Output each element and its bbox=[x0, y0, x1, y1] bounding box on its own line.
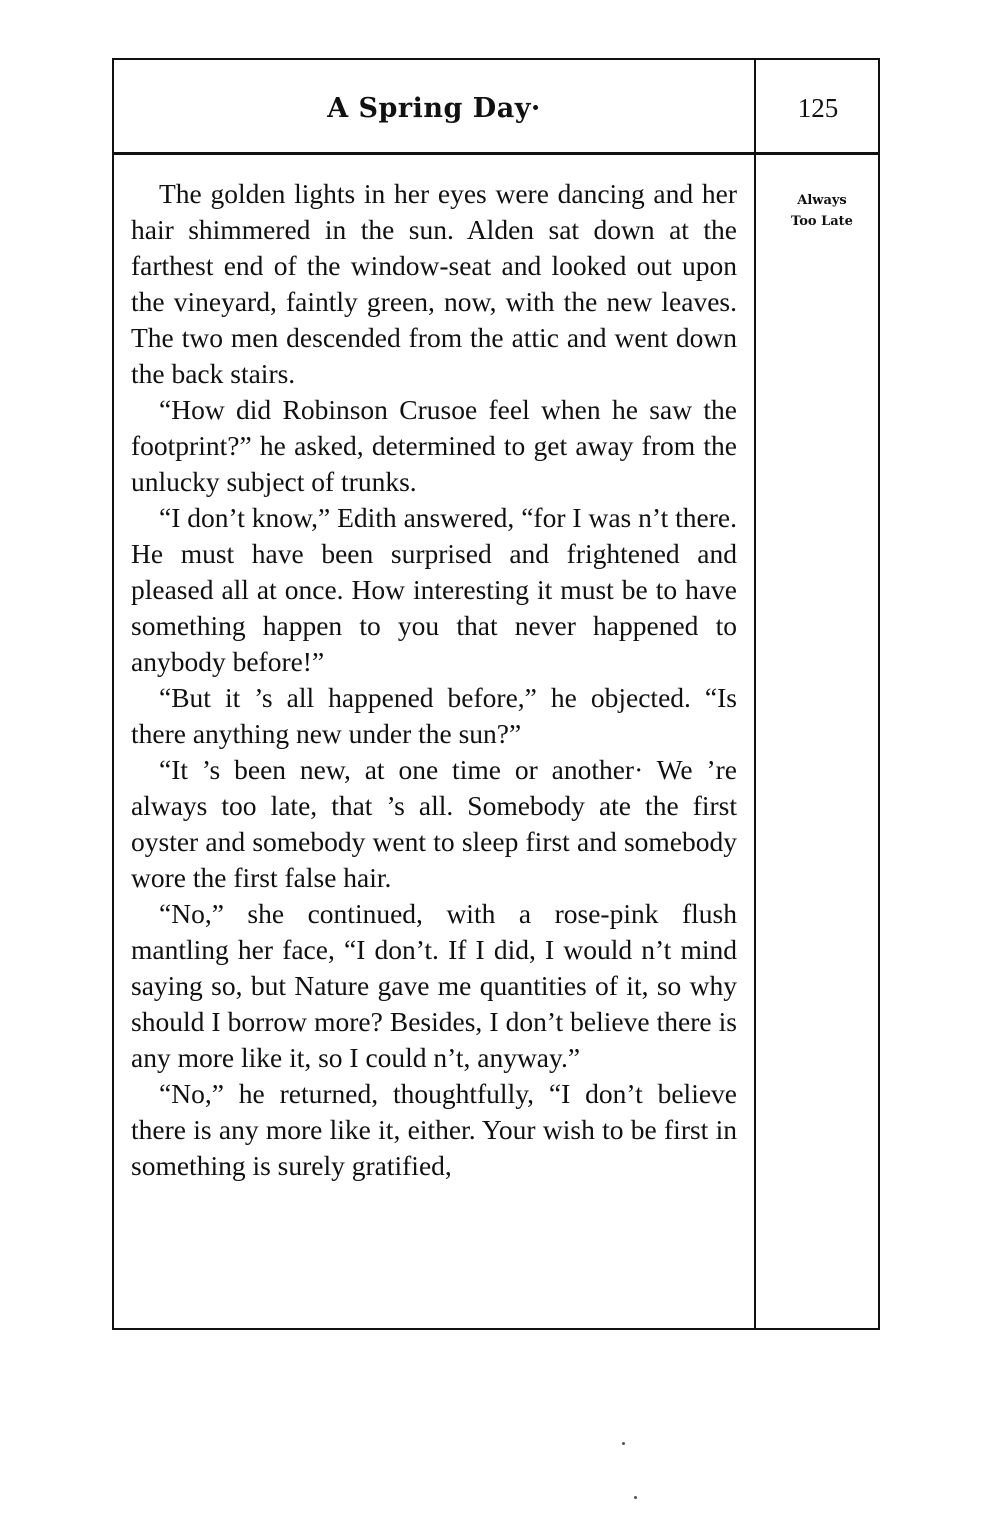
paragraph: “But it ’s all happened before,” he objected. “Is there anything new under the sun?” bbox=[131, 682, 737, 749]
scan-speck bbox=[622, 1442, 625, 1445]
paragraph: “It ’s been new, at one time or another· We ’re always too late, that ’s all. Somebody ate the first oyster and somebody went to sleep first and somebody wore the first false hair. bbox=[131, 754, 737, 893]
header-rule bbox=[112, 152, 880, 155]
paragraph: “How did Robinson Crusoe feel when he saw the footprint?” he asked, determined to get away from the unlucky subject of trunks. bbox=[131, 394, 737, 497]
margin-note bbox=[768, 190, 876, 232]
running-title: A Spring Day· bbox=[327, 92, 541, 124]
scan-speck bbox=[634, 1496, 637, 1499]
page-number: 125 bbox=[797, 92, 839, 123]
body-text bbox=[131, 176, 737, 1184]
paragraph: “I don’t know,” Edith answered, “for I was n’t there. He must have been surprised and frightened and pleased all at once. How interesting it must be to have something happen to you that never happened to anybody before!” bbox=[131, 502, 737, 677]
paragraph: The golden lights in her eyes were dancing and her hair shimmered in the sun. Alden sat down at the farthest end of the window-seat and looked out upon the vineyard, faintly green, now, with the new leaves. The two men descended from the attic and went down the back stairs. bbox=[131, 178, 737, 389]
margin-column-rule bbox=[754, 58, 756, 1330]
paragraph: “No,” he returned, thoughtfully, “I don’t believe there is any more like it, either. Your wish to be first in something is surely gratified, bbox=[131, 1078, 737, 1181]
paragraph: “No,” she continued, with a rose-pink flush mantling her face, “I don’t. If I did, I would n’t mind saying so, but Nature gave me quantities of it, so why should I borrow more? Besides, I don’t believe there is any more like it, so I could n’t, anyway.” bbox=[131, 898, 737, 1073]
margin-note-line: Too Late bbox=[791, 214, 853, 229]
margin-note-line: Always bbox=[797, 193, 847, 208]
